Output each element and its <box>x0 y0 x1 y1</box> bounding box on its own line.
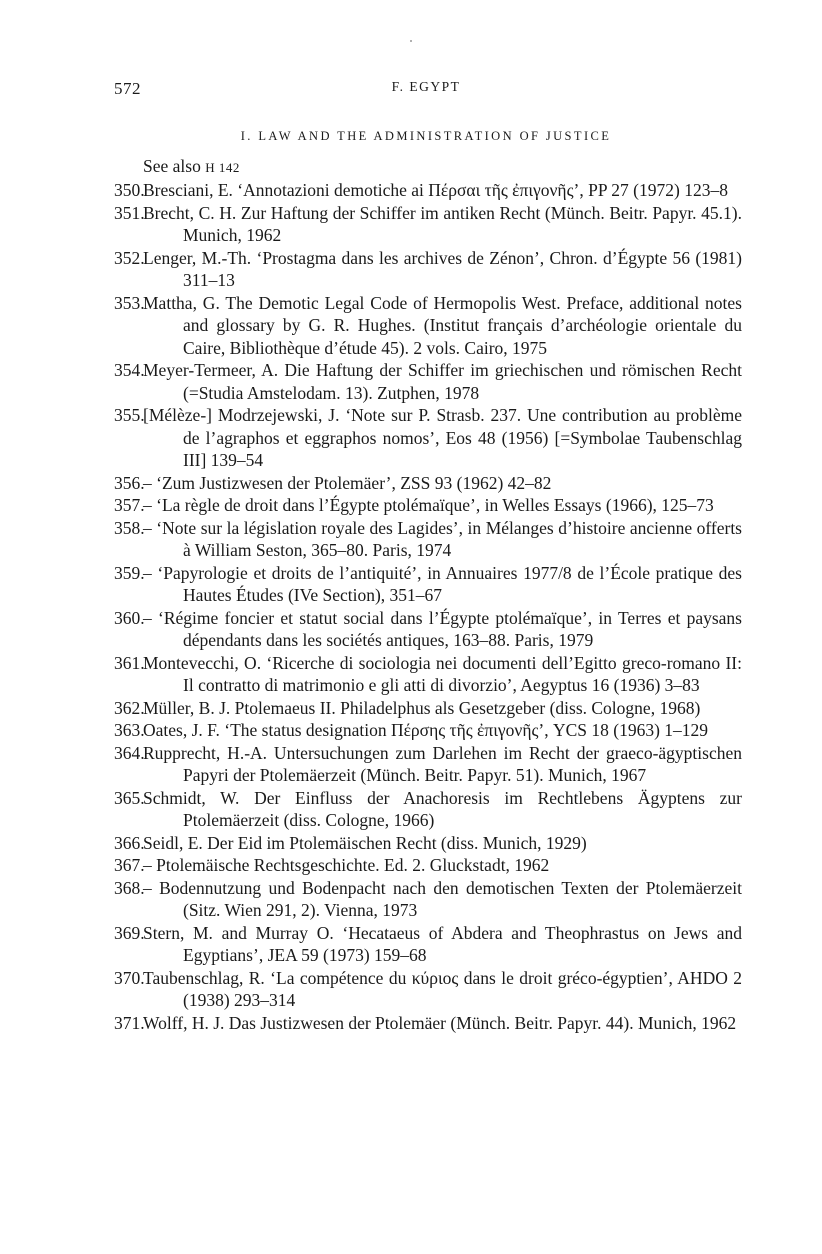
entry-text: Seidl, E. Der Eid im Ptolemäischen Recht (diss. Munich, 1929) <box>143 832 587 853</box>
bibliography-entry <box>114 607 742 652</box>
bibliography-list <box>114 179 742 1034</box>
entry-text: Schmidt, W. Der Einfluss der Anachoresis im Rechtlebens Ägyptens zur Ptolemäerzeit (diss. Cologne, 1966) <box>143 787 742 830</box>
bibliography-entry <box>114 1012 742 1035</box>
see-also-line <box>143 156 240 177</box>
bibliography-entry <box>114 292 742 360</box>
entry-number: 365. <box>114 787 145 808</box>
entry-number: 361. <box>114 652 145 673</box>
bibliography-entry <box>114 247 742 292</box>
bibliography-entry <box>114 832 742 855</box>
entry-number: 359. <box>114 562 145 583</box>
bibliography-entry <box>114 562 742 607</box>
entry-text: [Mélèze-] Modrzejewski, J. ‘Note sur P. Strasb. 237. Une contribution au problème de l’agraphos et eggraphos nomos’, Eos 48 (1956) [=Symbolae Taubenschlag III] 139–54 <box>143 405 742 470</box>
entry-number: 356. <box>114 472 145 493</box>
see-also-reference: H 142 <box>205 160 240 175</box>
entry-number: 358. <box>114 517 145 538</box>
entry-text: – ‘La règle de droit dans l’Égypte ptolémaïque’, in Welles Essays (1966), 125–73 <box>143 495 714 515</box>
bibliography-entry <box>114 719 742 742</box>
bibliography-entry <box>114 877 742 922</box>
entry-number: 360. <box>114 607 145 628</box>
entry-number: 351. <box>114 202 145 223</box>
entry-text: – Ptolemäische Rechtsgeschichte. Ed. 2. Gluckstadt, 1962 <box>143 855 550 875</box>
entry-number: 369. <box>114 922 145 943</box>
bibliography-entry <box>114 404 742 472</box>
entry-number: 353. <box>114 292 145 313</box>
bibliography-entry <box>114 967 742 1012</box>
entry-text: – ‘Papyrologie et droits de l’antiquité’, in Annuaires 1977/8 de l’École pratique des Hautes Études (IVe Section), 351–67 <box>143 562 742 605</box>
entry-text: Brecht, C. H. Zur Haftung der Schiffer im antiken Recht (Münch. Beitr. Papyr. 45.1). Munich, 1962 <box>143 202 742 245</box>
entry-text: Meyer-Termeer, A. Die Haftung der Schiffer im griechischen und römischen Recht (=Studia Amstelodam. 13). Zutphen, 1978 <box>143 360 742 403</box>
entry-number: 370. <box>114 967 145 988</box>
bibliography-entry <box>114 697 742 720</box>
bibliography-entry <box>114 922 742 967</box>
page-speck <box>410 40 412 42</box>
see-also-prefix: See also <box>143 156 206 176</box>
bibliography-entry <box>114 787 742 832</box>
entry-number: 368. <box>114 877 145 898</box>
entry-text: Oates, J. F. ‘The status designation Πέρσης τῆς ἐπιγονῆς’, YCS 18 (1963) 1–129 <box>143 720 709 740</box>
entry-text: Bresciani, E. ‘Annotazioni demotiche ai Πέρσαι τῆς ἐπιγονῆς’, PP 27 (1972) 123–8 <box>143 180 728 200</box>
section-title: I. LAW AND THE ADMINISTRATION OF JUSTICE <box>240 129 612 143</box>
entry-text: Müller, B. J. Ptolemaeus II. Philadelphus als Gesetzgeber (diss. Cologne, 1968) <box>143 697 701 718</box>
entry-number: 354. <box>114 360 145 380</box>
page-header <box>114 79 738 101</box>
entry-number: 355. <box>114 405 145 425</box>
entry-text: Rupprecht, H.-A. Untersuchungen zum Darlehen im Recht der graeco-ägyptischen Papyri der Ptolemäerzeit (Münch. Beitr. Papyr. 51). Munich, 1967 <box>143 742 742 785</box>
entry-text: Mattha, G. The Demotic Legal Code of Hermopolis West. Preface, additional notes and glossary by G. R. Hughes. (Institut français d’archéologie orientale du Caire, Bibliothèque d’étude 45). 2 vols. Cairo, 1975 <box>143 292 742 358</box>
entry-text: – ‘Régime foncier et statut social dans l’Égypte ptolémaïque’, in Terres et paysans dépendants dans les sociétés antiques, 163–88. Paris, 1979 <box>143 607 742 650</box>
bibliography-entry <box>114 472 742 495</box>
entry-number: 352. <box>114 247 145 268</box>
entry-number: 350. <box>114 180 145 200</box>
bibliography-entry <box>114 202 742 247</box>
bibliography-entry <box>114 652 742 697</box>
entry-number: 363. <box>114 720 145 740</box>
bibliography-entry <box>114 517 742 562</box>
entry-text: Lenger, M.-Th. ‘Prostagma dans les archives de Zénon’, Chron. d’Égypte 56 (1981) 311–13 <box>143 247 742 290</box>
page-number: 572 <box>114 79 141 98</box>
entry-text: – Bodennutzung und Bodenpacht nach den demotischen Texten der Ptolemäerzeit (Sitz. Wien 291, 2). Vienna, 1973 <box>143 877 742 920</box>
bibliography-entry <box>114 359 742 404</box>
running-head: F. EGYPT <box>391 79 461 94</box>
entry-text: Montevecchi, O. ‘Ricerche di sociologia nei documenti dell’Egitto greco-romano II: Il contratto di matrimonio e gli atti di divorzio’, Aegyptus 16 (1936) 3–83 <box>143 652 742 695</box>
bibliography-entry <box>114 854 742 877</box>
entry-text: Stern, M. and Murray O. ‘Hecataeus of Abdera and Theophrastus on Jews and Egyptians’, JEA 59 (1973) 159–68 <box>143 922 742 965</box>
entry-text: – ‘Note sur la législation royale des Lagides’, in Mélanges d’histoire ancienne offerts à William Seston, 365–80. Paris, 1974 <box>143 517 742 560</box>
bibliography-entry <box>114 742 742 787</box>
entry-number: 367. <box>114 855 145 875</box>
entry-text: Wolff, H. J. Das Justizwesen der Ptolemäer (Münch. Beitr. Papyr. 44). Munich, 1962 <box>143 1012 737 1033</box>
entry-text: Taubenschlag, R. ‘La compétence du κύριος dans le droit gréco-égyptien’, AHDO 2 (1938) 293–314 <box>143 967 742 1010</box>
entry-text: – ‘Zum Justizwesen der Ptolemäer’, ZSS 93 (1962) 42–82 <box>143 472 552 493</box>
entry-number: 366. <box>114 832 145 853</box>
bibliography-entry <box>114 179 742 202</box>
entry-number: 364. <box>114 742 145 763</box>
entry-number: 362. <box>114 697 145 718</box>
entry-number: 371. <box>114 1012 145 1033</box>
entry-number: 357. <box>114 495 145 515</box>
bibliography-entry <box>114 494 742 517</box>
